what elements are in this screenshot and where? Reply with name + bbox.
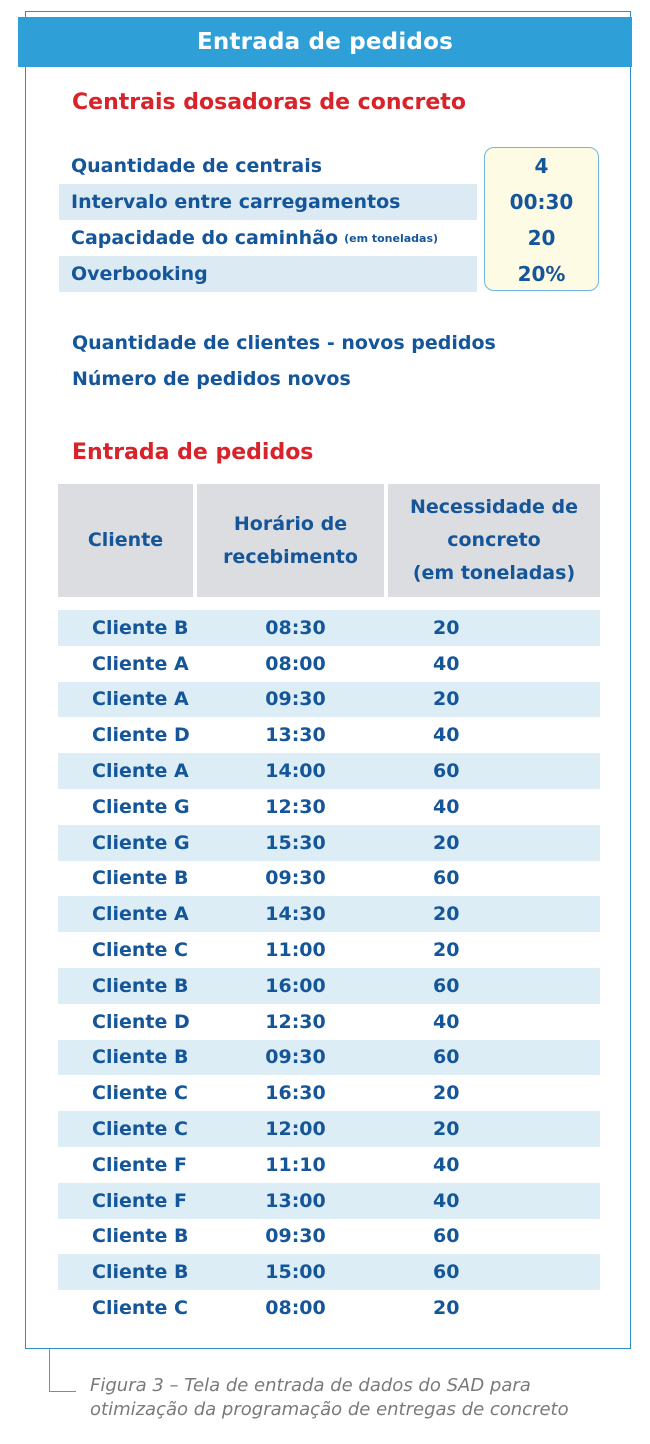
cell-necessidade: 60 bbox=[433, 1261, 460, 1284]
table-row[interactable] bbox=[58, 717, 600, 753]
cell-horario: 13:30 bbox=[265, 724, 326, 747]
table-row[interactable] bbox=[58, 1219, 600, 1255]
param-overbooking bbox=[59, 256, 477, 292]
param-label: Overbooking bbox=[71, 263, 208, 285]
cell-horario: 14:00 bbox=[265, 760, 326, 783]
cell-horario: 11:10 bbox=[265, 1153, 326, 1176]
column-header-necessidade bbox=[388, 484, 600, 597]
cell-necessidade: 40 bbox=[433, 1189, 460, 1212]
cell-cliente: Cliente G bbox=[92, 831, 190, 854]
cell-necessidade: 20 bbox=[433, 1297, 460, 1320]
caption-bracket bbox=[49, 1349, 76, 1392]
table-row[interactable] bbox=[58, 1147, 600, 1183]
cell-necessidade: 60 bbox=[433, 974, 460, 997]
input-capacidade[interactable]: 20 bbox=[527, 226, 556, 250]
header-text: Necessidade de bbox=[409, 496, 579, 518]
param-capacidade bbox=[59, 220, 477, 256]
param-label: Capacidade do caminhão bbox=[71, 227, 339, 249]
caption-line: otimização da programação de entregas de concreto bbox=[90, 1399, 569, 1420]
param-quantidade-centrais bbox=[59, 148, 477, 184]
cell-horario: 08:30 bbox=[265, 616, 326, 639]
table-row[interactable] bbox=[58, 1040, 600, 1076]
cell-necessidade: 40 bbox=[433, 1153, 460, 1176]
cell-cliente: Cliente C bbox=[92, 939, 188, 962]
table-row[interactable] bbox=[58, 1254, 600, 1290]
cell-horario: 08:00 bbox=[265, 652, 326, 675]
cell-cliente: Cliente B bbox=[92, 867, 189, 890]
cell-horario: 14:30 bbox=[265, 903, 326, 926]
cell-cliente: Cliente C bbox=[92, 1118, 188, 1141]
cell-cliente: Cliente B bbox=[92, 974, 189, 997]
table-row[interactable] bbox=[58, 753, 600, 789]
info-numero-pedidos: Número de pedidos novos bbox=[72, 368, 351, 390]
table-row[interactable] bbox=[58, 968, 600, 1004]
cell-necessidade: 40 bbox=[433, 1010, 460, 1033]
cell-horario: 16:00 bbox=[265, 974, 326, 997]
table-row[interactable] bbox=[58, 682, 600, 718]
cell-cliente: Cliente A bbox=[92, 688, 189, 711]
cell-horario: 09:30 bbox=[265, 688, 326, 711]
section-title-centrais: Centrais dosadoras de concreto bbox=[72, 90, 466, 115]
cell-horario: 09:30 bbox=[265, 1225, 326, 1248]
header-text: Horário de bbox=[233, 512, 348, 535]
cell-necessidade: 60 bbox=[433, 760, 460, 783]
cell-cliente: Cliente B bbox=[92, 1225, 189, 1248]
cell-necessidade: 20 bbox=[433, 688, 460, 711]
cell-necessidade: 60 bbox=[433, 1225, 460, 1248]
table-row[interactable] bbox=[58, 1290, 600, 1326]
cell-horario: 12:00 bbox=[265, 1118, 326, 1141]
cell-horario: 13:00 bbox=[265, 1189, 326, 1212]
param-unit-note: (em toneladas) bbox=[344, 231, 439, 245]
cell-horario: 09:30 bbox=[265, 1046, 326, 1069]
cell-necessidade: 40 bbox=[433, 795, 460, 818]
table-row[interactable] bbox=[58, 1004, 600, 1040]
cell-cliente: Cliente C bbox=[92, 1297, 188, 1320]
page-title: Entrada de pedidos bbox=[18, 17, 632, 67]
table-row[interactable] bbox=[58, 861, 600, 897]
cell-necessidade: 20 bbox=[433, 831, 460, 854]
cell-cliente: Cliente D bbox=[92, 724, 190, 747]
cell-necessidade: 40 bbox=[433, 724, 460, 747]
param-intervalo bbox=[59, 184, 477, 220]
section-title-pedidos: Entrada de pedidos bbox=[72, 440, 314, 465]
cell-cliente: Cliente B bbox=[92, 1046, 189, 1069]
header-text: concreto bbox=[447, 529, 541, 551]
table-row[interactable] bbox=[58, 932, 600, 968]
info-quantidade-clientes: Quantidade de clientes - novos pedidos bbox=[72, 332, 496, 354]
orders-table-body bbox=[58, 610, 600, 1326]
cell-necessidade: 20 bbox=[433, 939, 460, 962]
table-row[interactable] bbox=[58, 789, 600, 825]
cell-horario: 09:30 bbox=[265, 867, 326, 890]
cell-cliente: Cliente A bbox=[92, 760, 189, 783]
cell-necessidade: 60 bbox=[433, 1046, 460, 1069]
header-text: recebimento bbox=[223, 545, 358, 568]
table-row[interactable] bbox=[58, 1111, 600, 1147]
table-row[interactable] bbox=[58, 825, 600, 861]
cell-necessidade: 20 bbox=[433, 903, 460, 926]
table-row[interactable] bbox=[58, 610, 600, 646]
header-text: (em toneladas) bbox=[412, 562, 576, 584]
param-values-box bbox=[484, 147, 599, 291]
cell-horario: 15:30 bbox=[265, 831, 326, 854]
cell-necessidade: 60 bbox=[433, 867, 460, 890]
column-header-horario bbox=[197, 484, 384, 597]
figure-caption bbox=[90, 1374, 569, 1422]
cell-horario: 15:00 bbox=[265, 1261, 326, 1284]
cell-necessidade: 20 bbox=[433, 1082, 460, 1105]
table-row[interactable] bbox=[58, 646, 600, 682]
cell-horario: 12:30 bbox=[265, 1010, 326, 1033]
cell-horario: 16:30 bbox=[265, 1082, 326, 1105]
cell-necessidade: 20 bbox=[433, 616, 460, 639]
table-row[interactable] bbox=[58, 1183, 600, 1219]
cell-cliente: Cliente A bbox=[92, 903, 189, 926]
header-text: Cliente bbox=[87, 529, 164, 551]
param-label: Intervalo entre carregamentos bbox=[71, 191, 401, 213]
cell-cliente: Cliente D bbox=[92, 1010, 190, 1033]
cell-cliente: Cliente B bbox=[92, 616, 189, 639]
input-intervalo[interactable]: 00:30 bbox=[509, 190, 574, 214]
cell-necessidade: 20 bbox=[433, 1118, 460, 1141]
param-label: Quantidade de centrais bbox=[71, 155, 323, 177]
input-overbooking[interactable]: 20% bbox=[517, 262, 566, 286]
caption-line: Figura 3 – Tela de entrada de dados do SAD para bbox=[90, 1375, 531, 1396]
cell-cliente: Cliente F bbox=[92, 1153, 187, 1176]
cell-cliente: Cliente B bbox=[92, 1261, 189, 1284]
table-row[interactable] bbox=[58, 1075, 600, 1111]
cell-cliente: Cliente A bbox=[92, 652, 189, 675]
cell-cliente: Cliente C bbox=[92, 1082, 188, 1105]
cell-horario: 12:30 bbox=[265, 795, 326, 818]
cell-necessidade: 40 bbox=[433, 652, 460, 675]
input-quantidade-centrais[interactable]: 4 bbox=[534, 154, 549, 178]
table-row[interactable] bbox=[58, 896, 600, 932]
cell-cliente: Cliente G bbox=[92, 795, 190, 818]
column-header-cliente bbox=[58, 484, 193, 597]
cell-horario: 08:00 bbox=[265, 1297, 326, 1320]
cell-horario: 11:00 bbox=[265, 939, 326, 962]
cell-cliente: Cliente F bbox=[92, 1189, 187, 1212]
